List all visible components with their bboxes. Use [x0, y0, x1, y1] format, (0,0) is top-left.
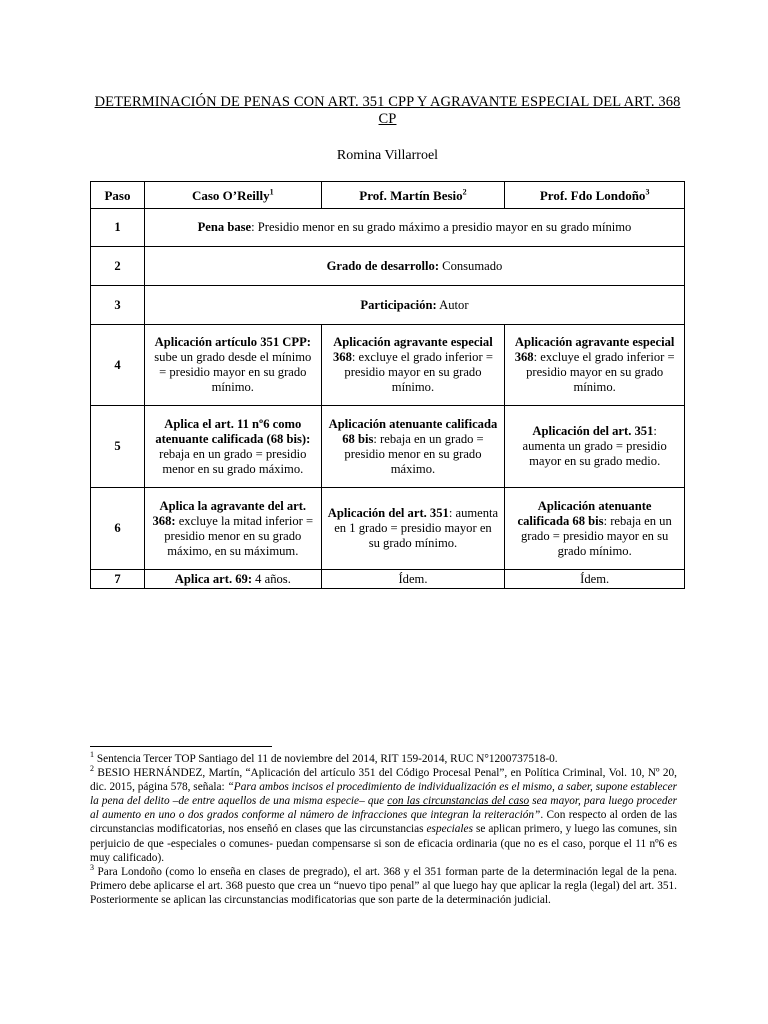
table-row: [91, 325, 685, 406]
document-title: DETERMINACIÓN DE PENAS CON ART. 351 CPP Y AGRAVANTE ESPECIAL DEL ART. 368 CP: [94, 94, 681, 127]
footnote-ref-1: 1: [269, 187, 274, 197]
header-prof-besio: Prof. Martín Besio$^2$: [321, 182, 505, 209]
merged-cell: Participación: Autor: [144, 286, 684, 325]
header-prof-londono: Prof. Fdo Londoño$^3$: [505, 182, 685, 209]
merged-cell: Grado de desarrollo: Consumado: [144, 247, 684, 286]
table-row: [91, 406, 685, 488]
penalty-table: [90, 181, 685, 589]
footnote-3: $^3$ Para Londoño (como lo enseña en clases de pregrado), el art. 368 y el 351 forman parte de la determinación legal de la pena. Primero debe aplicarse el art. 368 puesto que crea un “nuevo tipo penal” al que luego hay que aplicar la regla (legal) del art. 351. Posteriormente se aplican las circunstancias modificatorias que son parte de la determinación judicial.: [90, 862, 677, 906]
besio-cell: Aplicación del art. 351: aumenta en 1 grado = presidio mayor en su grado mínimo.: [321, 488, 505, 570]
table-row: [91, 209, 685, 247]
paso-cell: 5: [91, 406, 145, 488]
paso-cell: 2: [91, 247, 145, 286]
table-row: [91, 247, 685, 286]
londono-cell: Aplicación del art. 351: aumenta un grado = presidio mayor en su grado medio.: [505, 406, 685, 488]
besio-cell: Ídem.: [321, 570, 505, 589]
caso-cell: Aplica el art. 11 nº6 como atenuante calificada (68 bis): rebaja en un grado = presidio menor en su grado máximo.: [144, 406, 321, 488]
footnote-ref-2: 2: [462, 187, 467, 197]
paso-cell: 4: [91, 325, 145, 406]
footnotes: [90, 752, 677, 907]
footnote-2: $^2$ BESIO HERNÁNDEZ, Martín, “Aplicación del artículo 351 del Código Procesal Penal”, en Política Criminal, Vol. 10, Nº 20, dic. 2015, página 578, señala: “Para ambos incisos el procedimiento de individualización es el mismo, a saber, supone establecer la pena del delito –de entre aquellos de una misma especie– que con las circunstancias del caso sea mayor, para luego proceder al aumento en uno o dos grados conforme al número de infracciones que integran la reiteración”. Con respecto al orden de las circunstancias modificatorias, nos enseñó en clases que las circunstancias especiales se aplican primero, y luego las comunes, sin perjuicio de que -especiales o comunes- puedan compensarse si son de eficacia ordinaria (que no es el caso, porque el 11 nº6 es muy calificado).: [90, 764, 678, 864]
table-row: [91, 286, 685, 325]
paso-cell: 1: [91, 209, 145, 247]
londono-cell: Ídem.: [505, 570, 685, 589]
caso-cell: Aplica art. 69: 4 años.: [144, 570, 321, 589]
londono-cell: Aplicación agravante especial 368: excluye el grado inferior = presidio mayor en su grado mínimo.: [505, 325, 685, 406]
paso-cell: 6: [91, 488, 145, 570]
londono-cell: Aplicación atenuante calificada 68 bis: rebaja en un grado = presidio mayor en su grado mínimo.: [505, 488, 685, 570]
footnote-separator: [90, 746, 272, 747]
paso-cell: 7: [91, 570, 145, 589]
footnote-ref-3: 3: [645, 187, 650, 197]
footnote-1: $^1$ Sentencia Tercer TOP Santiago del 11 de noviembre del 2014, RIT 159-2014, RUC N°1200737518-0.: [90, 750, 558, 765]
header-caso-oreilly: Caso O’Reilly$^1$: [144, 182, 321, 209]
caso-cell: Aplica la agravante del art. 368: excluye la mitad inferior = presidio menor en su grado máximo, en su máximum.: [144, 488, 321, 570]
header-paso: Paso: [91, 182, 145, 209]
table-row: [91, 488, 685, 570]
besio-cell: Aplicación agravante especial 368: excluye el grado inferior = presidio mayor en su grado mínimo.: [321, 325, 505, 406]
table-row: [91, 570, 685, 589]
author-name: Romina Villarroel: [336, 148, 439, 163]
paso-cell: 3: [91, 286, 145, 325]
table-header-row: [91, 182, 685, 209]
caso-cell: Aplicación artículo 351 CPP: sube un grado desde el mínimo = presidio mayor en su grado mínimo.: [144, 325, 321, 406]
merged-cell: Pena base: Presidio menor en su grado máximo a presidio mayor en su grado mínimo: [144, 209, 684, 247]
besio-cell: Aplicación atenuante calificada 68 bis: rebaja en un grado = presidio menor en su grado máximo.: [321, 406, 505, 488]
